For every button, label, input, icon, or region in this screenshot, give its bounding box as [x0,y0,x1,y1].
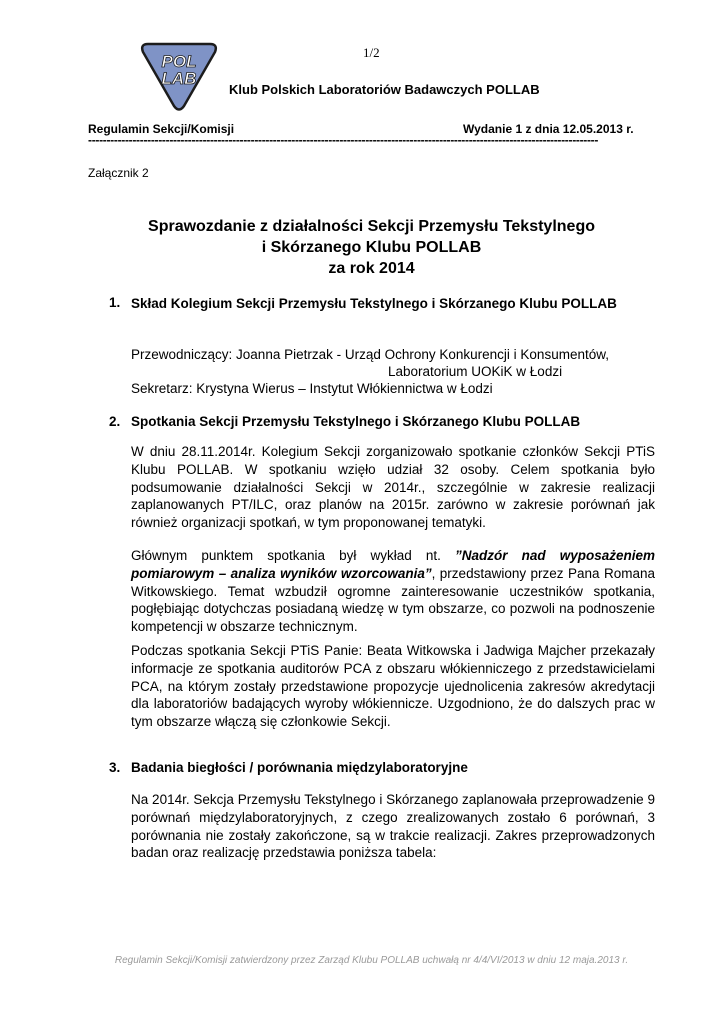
section-3-number: 3. [109,760,121,775]
section-1-number: 1. [109,295,121,310]
chair-line-2: Laboratorium UOKiK w Łodzi [388,364,563,379]
section-2-paragraph-1: W dniu 28.11.2014r. Kolegium Sekcji zorganizowało spotkanie członków Sekcji PTiS Klubu POLLAB. W spotkaniu wzięło udział 32 osoby. Celem spotkania było podsumowanie działalności Sekcji w 2014r., szczególnie w zakresie realizacji zaplanowanych PT/ILC, oraz planów na 2015r. zarówno w zakresie porównań jak również organizacji spotkań, w tym proponowanej tematyki. [131,444,655,531]
secretary-line: Sekretarz: Krystyna Wierus – Instytut Włókiennictwa w Łodzi [131,381,493,396]
section-2-heading: Spotkania Sekcji Przemysłu Tekstylnego i Skórzanego Klubu POLLAB [131,414,581,429]
section-2-paragraph-2 [131,547,655,636]
page-footer: Regulamin Sekcji/Komisji zatwierdzony przez Zarząd Klubu POLLAB uchwałą nr 4/4/VI/2013 w dniu 12 maja.2013 r. [114,955,629,966]
section-2-number: 2. [109,414,121,429]
document-type: Regulamin Sekcji/Komisji [88,122,235,136]
title-line-2: i Skórzanego Klubu POLLAB [261,239,482,256]
page-number: 1/2 [363,45,380,60]
section-2-paragraph-3: Podczas spotkania Sekcji PTiS Panie: Beata Witkowska i Jadwiga Majcher przekazały informacje ze spotkania auditorów PCA z obszaru włókienniczego z przedstawicielami PCA, na którym zostały przedstawione propozycje ujednolicenia zakresów akredytacji dla laboratoriów badających wyroby włókiennicze. Uzgodniono, że do dalszych prac w tym obszarze włączą się członkowie Sekcji. [131,643,655,730]
title-line-3: za rok 2014 [328,260,415,277]
club-name: Klub Polskich Laboratoriów Badawczych POLLAB [229,82,540,97]
section-1-heading: Skład Kolegium Sekcji Przemysłu Tekstylnego i Skórzanego Klubu POLLAB [131,296,617,311]
section-3-paragraph-1: Na 2014r. Sekcja Przemysłu Tekstylnego i Skórzanego zaplanowała przeprowadzenie 9 porównań międzylaboratoryjnych, z czego zrealizowanych zostało 6 porównań, 3 porównania nie zostały zakończone, są w trakcie realizacji. Zakres przeprowadzonych badan oraz realizację przedstawia poniższa tabela: [131,792,655,861]
report-title [88,216,655,279]
paragraph-2-rest: , przedstawiony przez Pana Romana Witkowskiego. Temat wzbudził ogromne zainteresowanie uczestników spotkania, pogłębiając dotychczas posiadaną wiedzę w tym obszarze, co pozwoli na podnoszenie kompetencji w obszarze technicznym. [131,565,655,635]
annex-label: Załącznik 2 [88,166,149,180]
section-3-heading: Badania biegłości / porównania międzylaboratoryjne [131,760,468,775]
chair-line-1: Przewodniczący: Joanna Pietrzak - Urząd Ochrony Konkurencji i Konsumentów, [131,347,609,362]
paragraph-2-intro: Głównym punktem spotkania był wykład nt. [131,548,455,563]
title-line-1: Sprawozdanie z działalności Sekcji Przemysłu Tekstylnego [148,218,595,235]
document-edition: Wydanie 1 z dnia 12.05.2013 r. [463,122,634,136]
lecture-title: ”Nadzór nad wyposażeniem pomiarowym – analiza wyników wzorcowania” [131,548,655,581]
logo-text-top: POL [161,52,197,71]
logo-text-bottom: LAB [161,69,197,88]
header-separator: ------------------------------------------------------------------------------------------------------------------------------------------ [88,133,599,147]
pollab-logo [138,40,220,114]
